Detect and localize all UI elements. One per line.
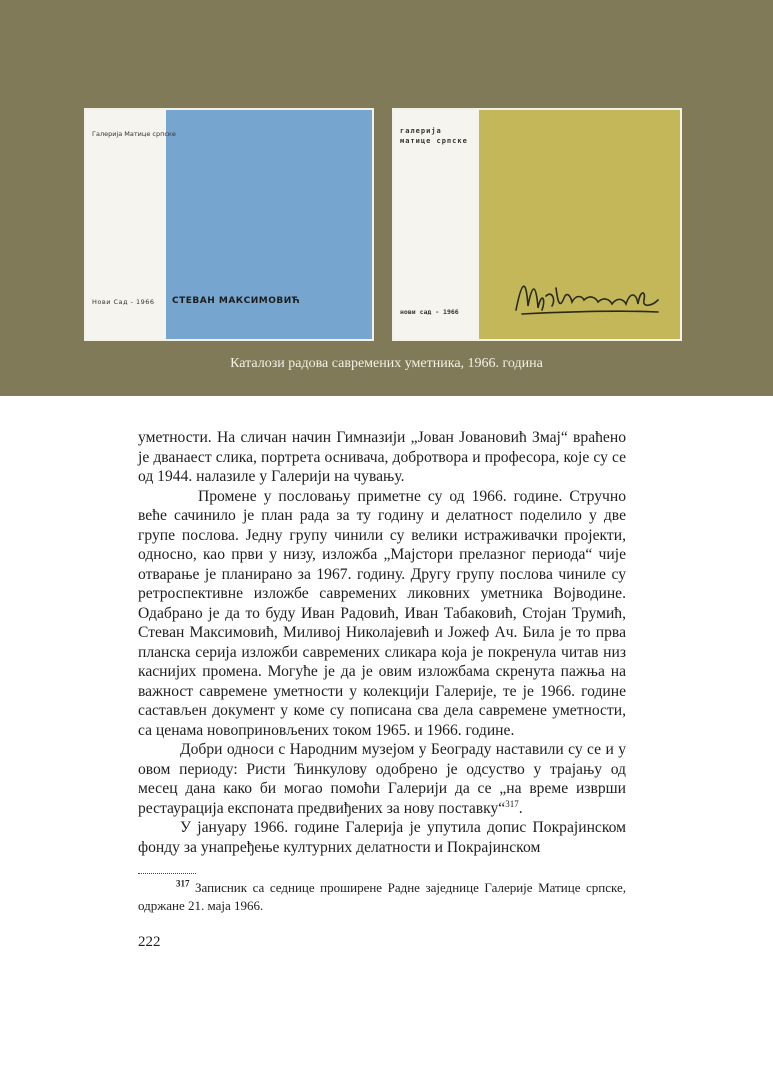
paragraph: Добри односи с Народним музејом у Београду наставили су се и у овом периоду: Ристи Ћинкулову одобрено је одсуство у трајању од месец дана како би могао помоћи Галерији да се „на време изврши рестаурација експоната предвиђених за нову поставку“$^{317}$.	[138, 741, 626, 817]
footnote-reference[interactable]: 317	[505, 798, 519, 809]
footnote-divider	[138, 873, 196, 874]
catalog-publisher-label	[400, 126, 468, 146]
footnote	[138, 879, 626, 915]
figure-banner	[0, 0, 773, 396]
catalog-artist-name: СТЕВАН МАКСИМОВИЋ	[172, 296, 301, 306]
catalog-publisher-line2: матице српске	[400, 137, 468, 145]
artist-signature-image	[512, 270, 662, 320]
footnote-number: 317	[176, 878, 190, 889]
catalog-cover-maksimovic	[84, 108, 374, 341]
paragraph: Промене у пословању приметне су од 1966. године. Стручно веће сачинило је план рада за ту годину и делатност поделило у две групе послова. Једну групу чинили су велики истраживачки пројекти, односно, као први у низу, изложба „Мајстори прелазног периода“ чије отварање је планирано за 1967. годину. Другу групу послова чиниле су ретроспективне изложбе савремених ликовних уметника Војводине. Одабрано је да то буду Иван Радовић, Иван Табаковић, Стојан Трумић, Стеван Максимовић, Миливој Николајевић и Јожеф Ач. Била је то прва планска серија изложби савремених сликара која је покренула читав низ каснијих промена. Могуће је да је овим изложбама скренута пажња на важност савремене уметности у колекцији Галерије, те је 1966. године састављен документ у коме су пописана сва дела савремене уметности, са ценама новоприновљених током 1965. и 1966. године.	[138, 487, 626, 739]
page-number: 222	[138, 934, 161, 950]
paragraph: У јануару 1966. године Галерија је упутила допис Покрајинском фонду за унапређење културних делатности и Покрајинском	[138, 819, 626, 856]
catalog-cover-signature	[392, 108, 682, 341]
figure-caption: Каталози радова савремених уметника, 1966. година	[230, 356, 543, 371]
catalog-publisher-line1: галерија	[400, 127, 442, 135]
catalog-place-year: нови сад - 1966	[400, 308, 459, 316]
catalog-place-year: Нови Сад - 1966	[92, 298, 155, 306]
main-text	[138, 428, 626, 857]
paragraph: уметности. На сличан начин Гимназији „Јован Јовановић Змај“ враћено је дванаест слика, портрета оснивача, добротвора и професора, које су се од 1944. налазиле у Галерији на чувању.	[138, 429, 626, 485]
catalog-publisher-label: Галерија Матице српске	[92, 130, 176, 138]
footnote-text: Записник са седнице проширене Радне заједнице Галерије Матице српске, одржане 21. маја 1966.	[138, 880, 627, 913]
paragraph-text: Добри односи с Народним музејом у Београду наставили су се и у овом периоду: Ристи Ћинкулову одобрено је одсуство у трајању од месец дана како би могао помоћи Галерији да се „на време изврши рестаурација експоната предвиђених за нову поставку“	[138, 741, 626, 817]
